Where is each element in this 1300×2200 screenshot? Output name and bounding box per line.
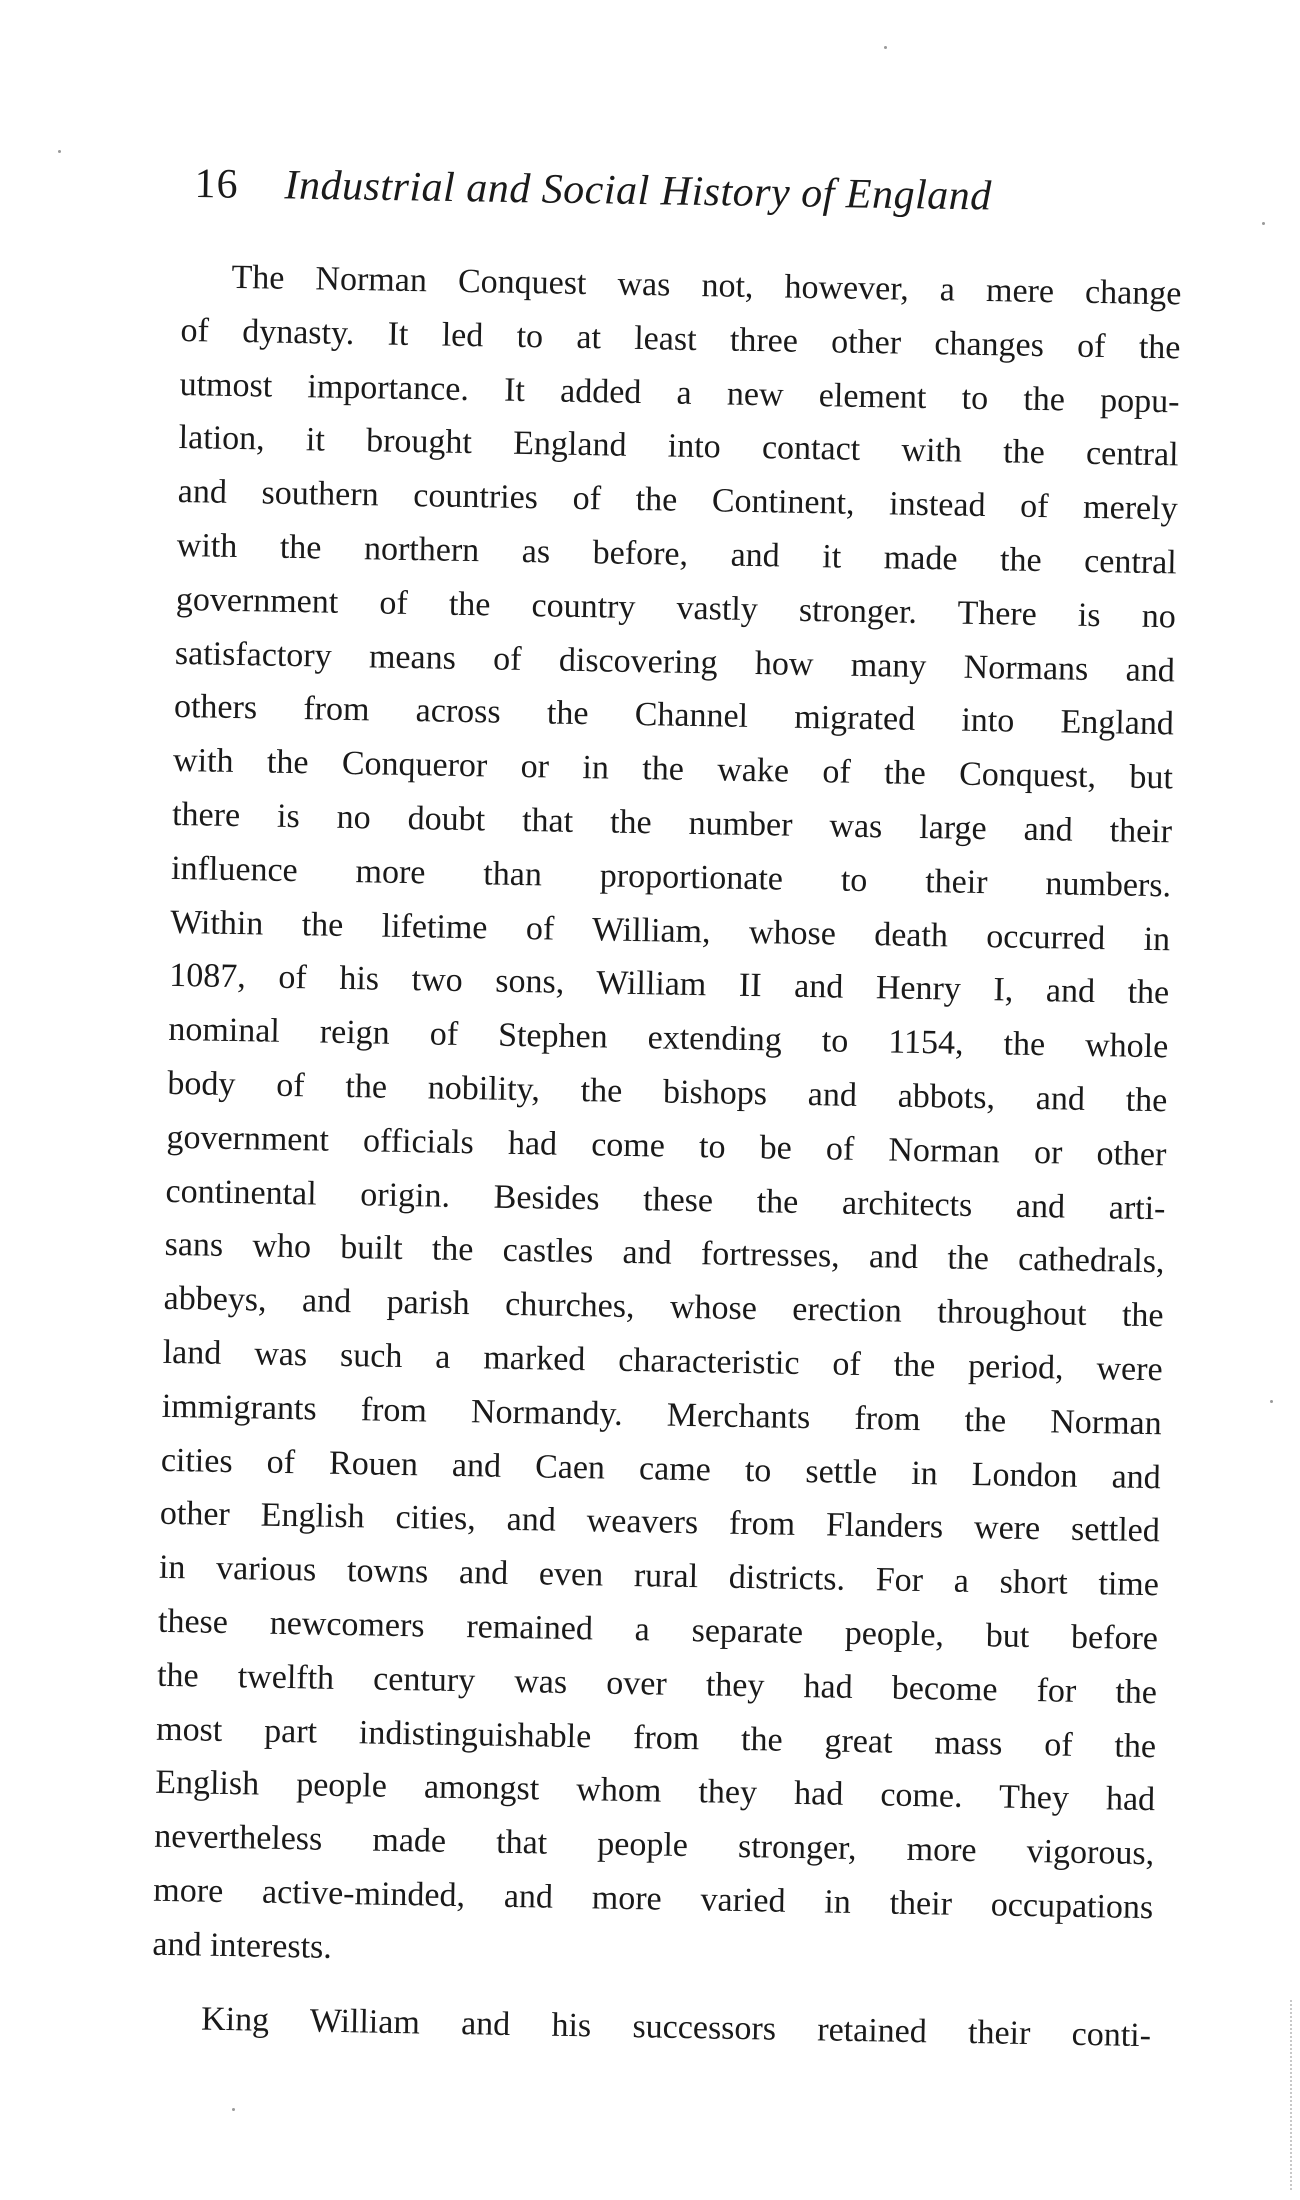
text-line: other English cities, and weavers from Flanders were settled bbox=[159, 1495, 1161, 1550]
text-line: Within the lifetime of William, whose death occurred in bbox=[169, 903, 1171, 958]
text-line: there is no doubt that the number was large and their bbox=[171, 795, 1173, 851]
paper-speck bbox=[884, 46, 887, 49]
text-line: continental origin. Besides these the architects and arti- bbox=[165, 1172, 1166, 1227]
text-line: with the northern as before, and it made the central bbox=[176, 526, 1178, 582]
text-line: others from across the Channel migrated into England bbox=[173, 688, 1175, 743]
text-line: abbeys, and parish churches, whose erection throughout the bbox=[163, 1279, 1164, 1335]
text-line: the twelfth century was over they had become for the bbox=[156, 1656, 1158, 1711]
text-line: these newcomers remained a separate people, but before bbox=[157, 1602, 1159, 1658]
paper-speck bbox=[1270, 1400, 1273, 1403]
paragraph-2 bbox=[151, 1991, 1152, 2062]
text-line: nominal reign of Stephen extending to 1154, the whole bbox=[168, 1011, 1169, 1066]
paper-speck bbox=[232, 2108, 235, 2111]
text-line: sans who built the castles and fortresses, and the cathedrals, bbox=[164, 1226, 1165, 1281]
text-line: King William and his successors retained their conti- bbox=[200, 2000, 1152, 2054]
text-line: land was such a marked characteristic of the period, were bbox=[162, 1333, 1163, 1389]
running-title: Industrial and Social History of England bbox=[284, 162, 993, 220]
text-line: in various towns and even rural districts. For a short time bbox=[158, 1548, 1160, 1604]
text-line: lation, it brought England into contact with the central bbox=[178, 419, 1179, 474]
text-line: and interests. bbox=[152, 1925, 333, 1966]
text-line: cities of Rouen and Caen came to settle in London and bbox=[160, 1441, 1162, 1496]
text-line: more active-minded, and more varied in their occupations bbox=[153, 1871, 1154, 1927]
text-line: influence more than proportionate to their numbers. bbox=[170, 849, 1172, 905]
text-line: and southern countries of the Continent, instead of merely bbox=[177, 473, 1178, 528]
text-line: utmost importance. It added a new element to the popu- bbox=[179, 365, 1180, 421]
text-line: nevertheless made that people stronger, more vigorous, bbox=[153, 1817, 1155, 1873]
text-line: with the Conqueror or in the wake of the Conquest, but bbox=[172, 742, 1174, 797]
text-line: most part indistinguishable from the great mass of the bbox=[155, 1710, 1157, 1765]
text-line: 1087, of his two sons, William II and Henry I, and the bbox=[169, 957, 1170, 1012]
page-edge-marks bbox=[1290, 2000, 1294, 2190]
page-header bbox=[194, 160, 1105, 234]
text-line: immigrants from Normandy. Merchants from the Norman bbox=[161, 1387, 1162, 1443]
body-text bbox=[151, 250, 1182, 2062]
text-line: government officials had come to be of Norman or other bbox=[166, 1118, 1167, 1174]
text-line: of dynasty. It led to at least three other changes of the bbox=[180, 311, 1181, 367]
paper-speck bbox=[58, 150, 61, 153]
text-line: government of the country vastly stronger. There is no bbox=[175, 580, 1177, 636]
page-number: 16 bbox=[194, 160, 239, 208]
text-line: satisfactory means of discovering how many Normans and bbox=[174, 634, 1176, 689]
text-line: body of the nobility, the bishops and abbots, and the bbox=[167, 1064, 1168, 1120]
text-line: The Norman Conquest was not, however, a mere change bbox=[231, 258, 1182, 313]
paper-speck bbox=[1262, 222, 1265, 225]
text-line: English people amongst whom they had come. They had bbox=[154, 1764, 1156, 1819]
paragraph-1 bbox=[152, 250, 1182, 1989]
